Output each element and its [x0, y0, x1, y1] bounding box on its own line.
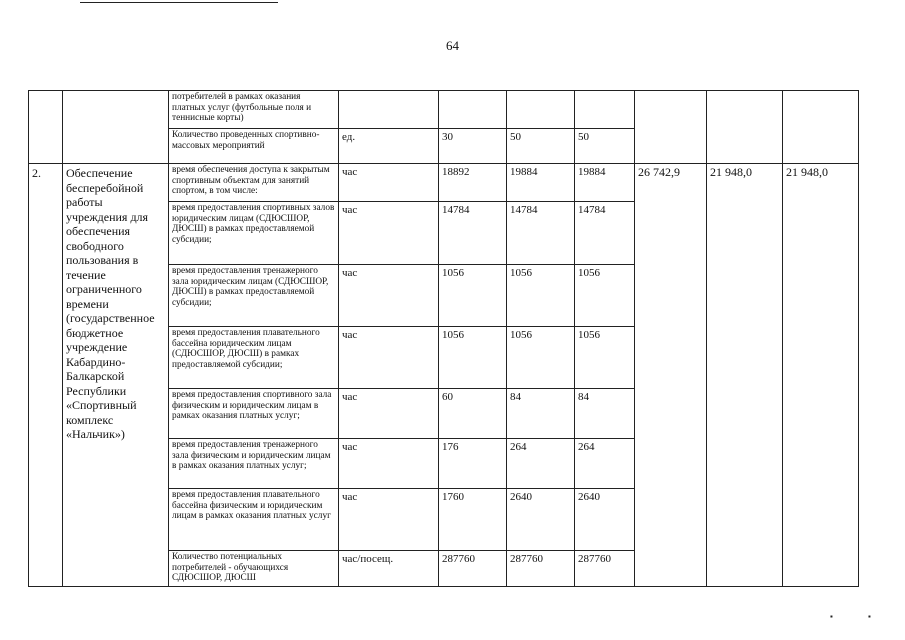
scan-mark: ▪: [830, 612, 833, 621]
top-rule: [80, 2, 278, 3]
indicator-cell: время предоставления плавательного бассейна физическим и юридическим лицам в рамках оказания платных услуг: [169, 489, 339, 551]
document-table: [28, 90, 859, 587]
unit-cell: час/посещ.: [339, 551, 439, 587]
value-cell: [439, 91, 507, 129]
unit-cell: час: [339, 327, 439, 389]
unit-cell: час: [339, 265, 439, 327]
value-cell: 1056: [439, 265, 507, 327]
value-cell: 2640: [575, 489, 635, 551]
unit-cell: час: [339, 202, 439, 265]
value-cell: 50: [507, 129, 575, 164]
value-cell: 84: [507, 389, 575, 439]
finance-cell: 26 742,9: [635, 164, 707, 587]
indicator-cell: время предоставления спортивного зала физическим и юридическим лицам в рамках оказания платных услуг;: [169, 389, 339, 439]
value-cell: 2640: [507, 489, 575, 551]
value-cell: 1760: [439, 489, 507, 551]
value-cell: 19884: [507, 164, 575, 202]
unit-cell: ед.: [339, 129, 439, 164]
value-cell: 264: [507, 439, 575, 489]
value-cell: 287760: [575, 551, 635, 587]
indicator-cell: время предоставления плавательного бассейна юридическим лицам (СДЮСШОР, ДЮСШ) в рамках предоставляемой субсидии;: [169, 327, 339, 389]
value-cell: 14784: [507, 202, 575, 265]
value-cell: 264: [575, 439, 635, 489]
document-table-wrap: [28, 90, 859, 587]
index-cell: 2.: [29, 164, 63, 587]
value-cell: 14784: [575, 202, 635, 265]
indicator-cell: время предоставления тренажерного зала физическим и юридическим лицам в рамках оказания платных услуг;: [169, 439, 339, 489]
value-cell: 50: [575, 129, 635, 164]
value-cell: 1056: [575, 265, 635, 327]
unit-cell: час: [339, 439, 439, 489]
value-cell: [575, 91, 635, 129]
page-number: 64: [446, 38, 459, 53]
finance-cell: 21 948,0: [707, 164, 783, 587]
value-cell: 18892: [439, 164, 507, 202]
value-cell: 30: [439, 129, 507, 164]
value-cell: 287760: [507, 551, 575, 587]
finance-cell: [707, 91, 783, 164]
finance-cell: 21 948,0: [783, 164, 859, 587]
indicator-cell: Количество потенциальных потребителей - обучающихся СДЮСШОР, ДЮСШ: [169, 551, 339, 587]
unit-cell: час: [339, 389, 439, 439]
scan-mark: ▪: [868, 612, 871, 621]
unit-cell: [339, 91, 439, 129]
finance-cell: [635, 91, 707, 164]
table-row: [29, 164, 859, 202]
table-row: [29, 91, 859, 129]
value-cell: 1056: [507, 327, 575, 389]
value-cell: 287760: [439, 551, 507, 587]
value-cell: 1056: [507, 265, 575, 327]
value-cell: 1056: [439, 327, 507, 389]
unit-cell: час: [339, 164, 439, 202]
service-cell: Обеспечение бесперебойной работы учреждения для обеспечения свободного пользования в течение ограниченного времени (государственное бюджетное учреждение Кабардино-Балкарской Республики «Спортивный комплекс «Нальчик»): [63, 164, 169, 587]
indicator-cell: время обеспечения доступа к закрытым спортивным объектам для занятий спортом, в том числе:: [169, 164, 339, 202]
indicator-cell: Количество проведенных спортивно-массовых мероприятий: [169, 129, 339, 164]
unit-cell: час: [339, 489, 439, 551]
indicator-cell: потребителей в рамках оказания платных услуг (футбольные поля и теннисные корты): [169, 91, 339, 129]
service-cell: [63, 91, 169, 164]
index-cell: [29, 91, 63, 164]
indicator-cell: время предоставления тренажерного зала юридическим лицам (СДЮСШОР, ДЮСШ) в рамках предоставляемой субсидии;: [169, 265, 339, 327]
value-cell: 176: [439, 439, 507, 489]
value-cell: 19884: [575, 164, 635, 202]
indicator-cell: время предоставления спортивных залов юридическим лицам (СДЮСШОР, ДЮСШ) в рамках предоставляемой субсидии;: [169, 202, 339, 265]
value-cell: 1056: [575, 327, 635, 389]
finance-cell: [783, 91, 859, 164]
value-cell: 14784: [439, 202, 507, 265]
value-cell: [507, 91, 575, 129]
value-cell: 60: [439, 389, 507, 439]
value-cell: 84: [575, 389, 635, 439]
